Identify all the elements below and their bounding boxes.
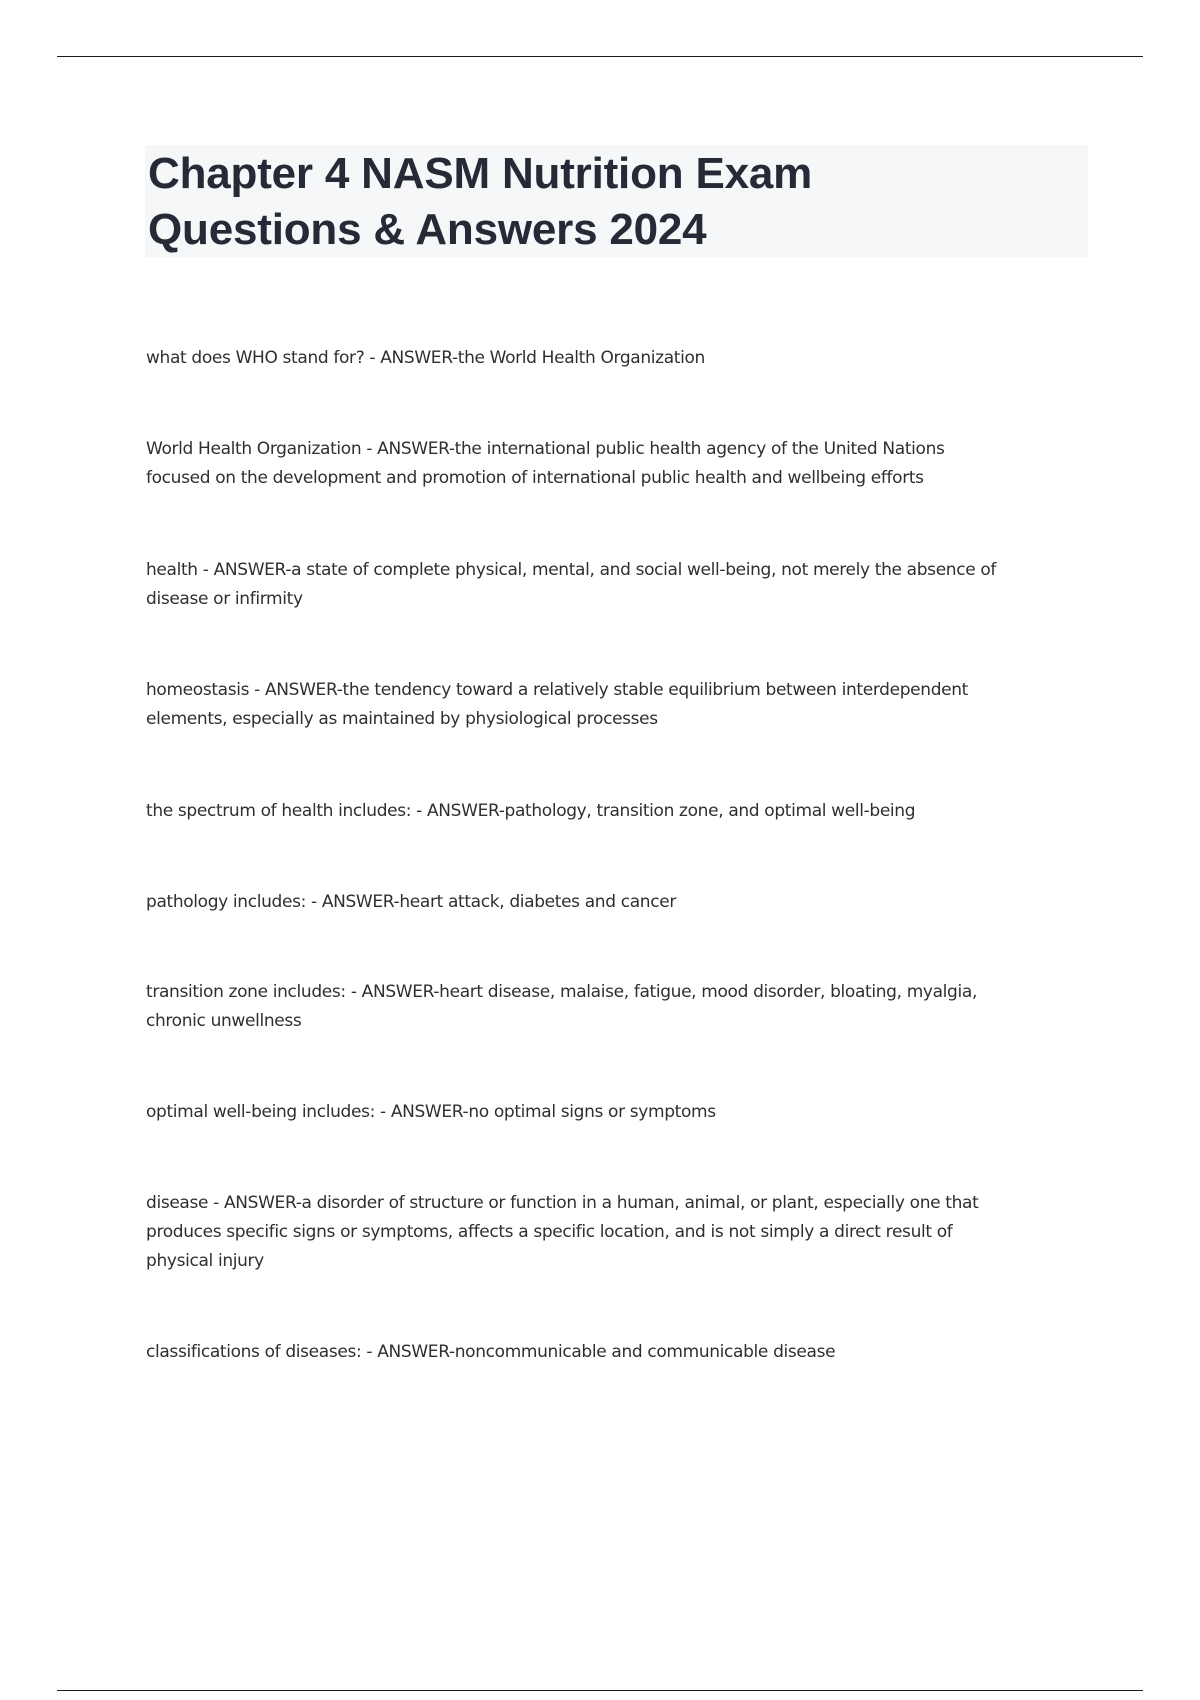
qa-line: elements, especially as maintained by physiological processes — [146, 709, 658, 729]
qa-entry-who — [146, 344, 1096, 373]
qa-line: pathology includes: - ANSWER-heart attack, diabetes and cancer — [146, 892, 676, 912]
qa-entry-health — [146, 556, 1096, 614]
qa-entry-spectrum-of-health — [146, 797, 1096, 826]
qa-line: World Health Organization - ANSWER-the international public health agency of the United Nations — [146, 439, 945, 459]
qa-line: produces specific signs or symptoms, affects a specific location, and is not simply a direct result of — [146, 1222, 953, 1242]
qa-line: transition zone includes: - ANSWER-heart disease, malaise, fatigue, mood disorder, bloating, myalgia, — [146, 982, 977, 1002]
qa-line: optimal well-being includes: - ANSWER-no optimal signs or symptoms — [146, 1102, 716, 1122]
qa-entry-optimal-well-being — [146, 1098, 1096, 1127]
top-rule — [57, 56, 1143, 57]
title-line: Chapter 4 NASM Nutrition Exam — [148, 149, 813, 198]
qa-entry-homeostasis — [146, 676, 1096, 734]
qa-line: focused on the development and promotion of international public health and wellbeing efforts — [146, 468, 924, 488]
qa-entry-world-health-organization — [146, 435, 1096, 493]
bottom-rule — [57, 1690, 1143, 1691]
title-line: Questions & Answers 2024 — [148, 205, 707, 254]
qa-line: what does WHO stand for? - ANSWER-the World Health Organization — [146, 348, 705, 368]
qa-entry-pathology — [146, 888, 1096, 917]
qa-line: classifications of diseases: - ANSWER-noncommunicable and communicable disease — [146, 1342, 836, 1362]
qa-line: homeostasis - ANSWER-the tendency toward a relatively stable equilibrium between interdependent — [146, 680, 968, 700]
qa-entry-classifications-of-diseases — [146, 1338, 1096, 1367]
qa-line: chronic unwellness — [146, 1011, 302, 1031]
qa-line: health - ANSWER-a state of complete physical, mental, and social well-being, not merely the absence of — [146, 560, 997, 580]
qa-line: the spectrum of health includes: - ANSWER-pathology, transition zone, and optimal well-being — [146, 801, 916, 821]
qa-entry-transition-zone — [146, 978, 1096, 1036]
qa-line: disease - ANSWER-a disorder of structure or function in a human, animal, or plant, especially one that — [146, 1193, 979, 1213]
qa-entry-disease — [146, 1189, 1096, 1276]
qa-line: physical injury — [146, 1251, 264, 1271]
qa-line: disease or infirmity — [146, 589, 303, 609]
page-title — [148, 146, 812, 258]
